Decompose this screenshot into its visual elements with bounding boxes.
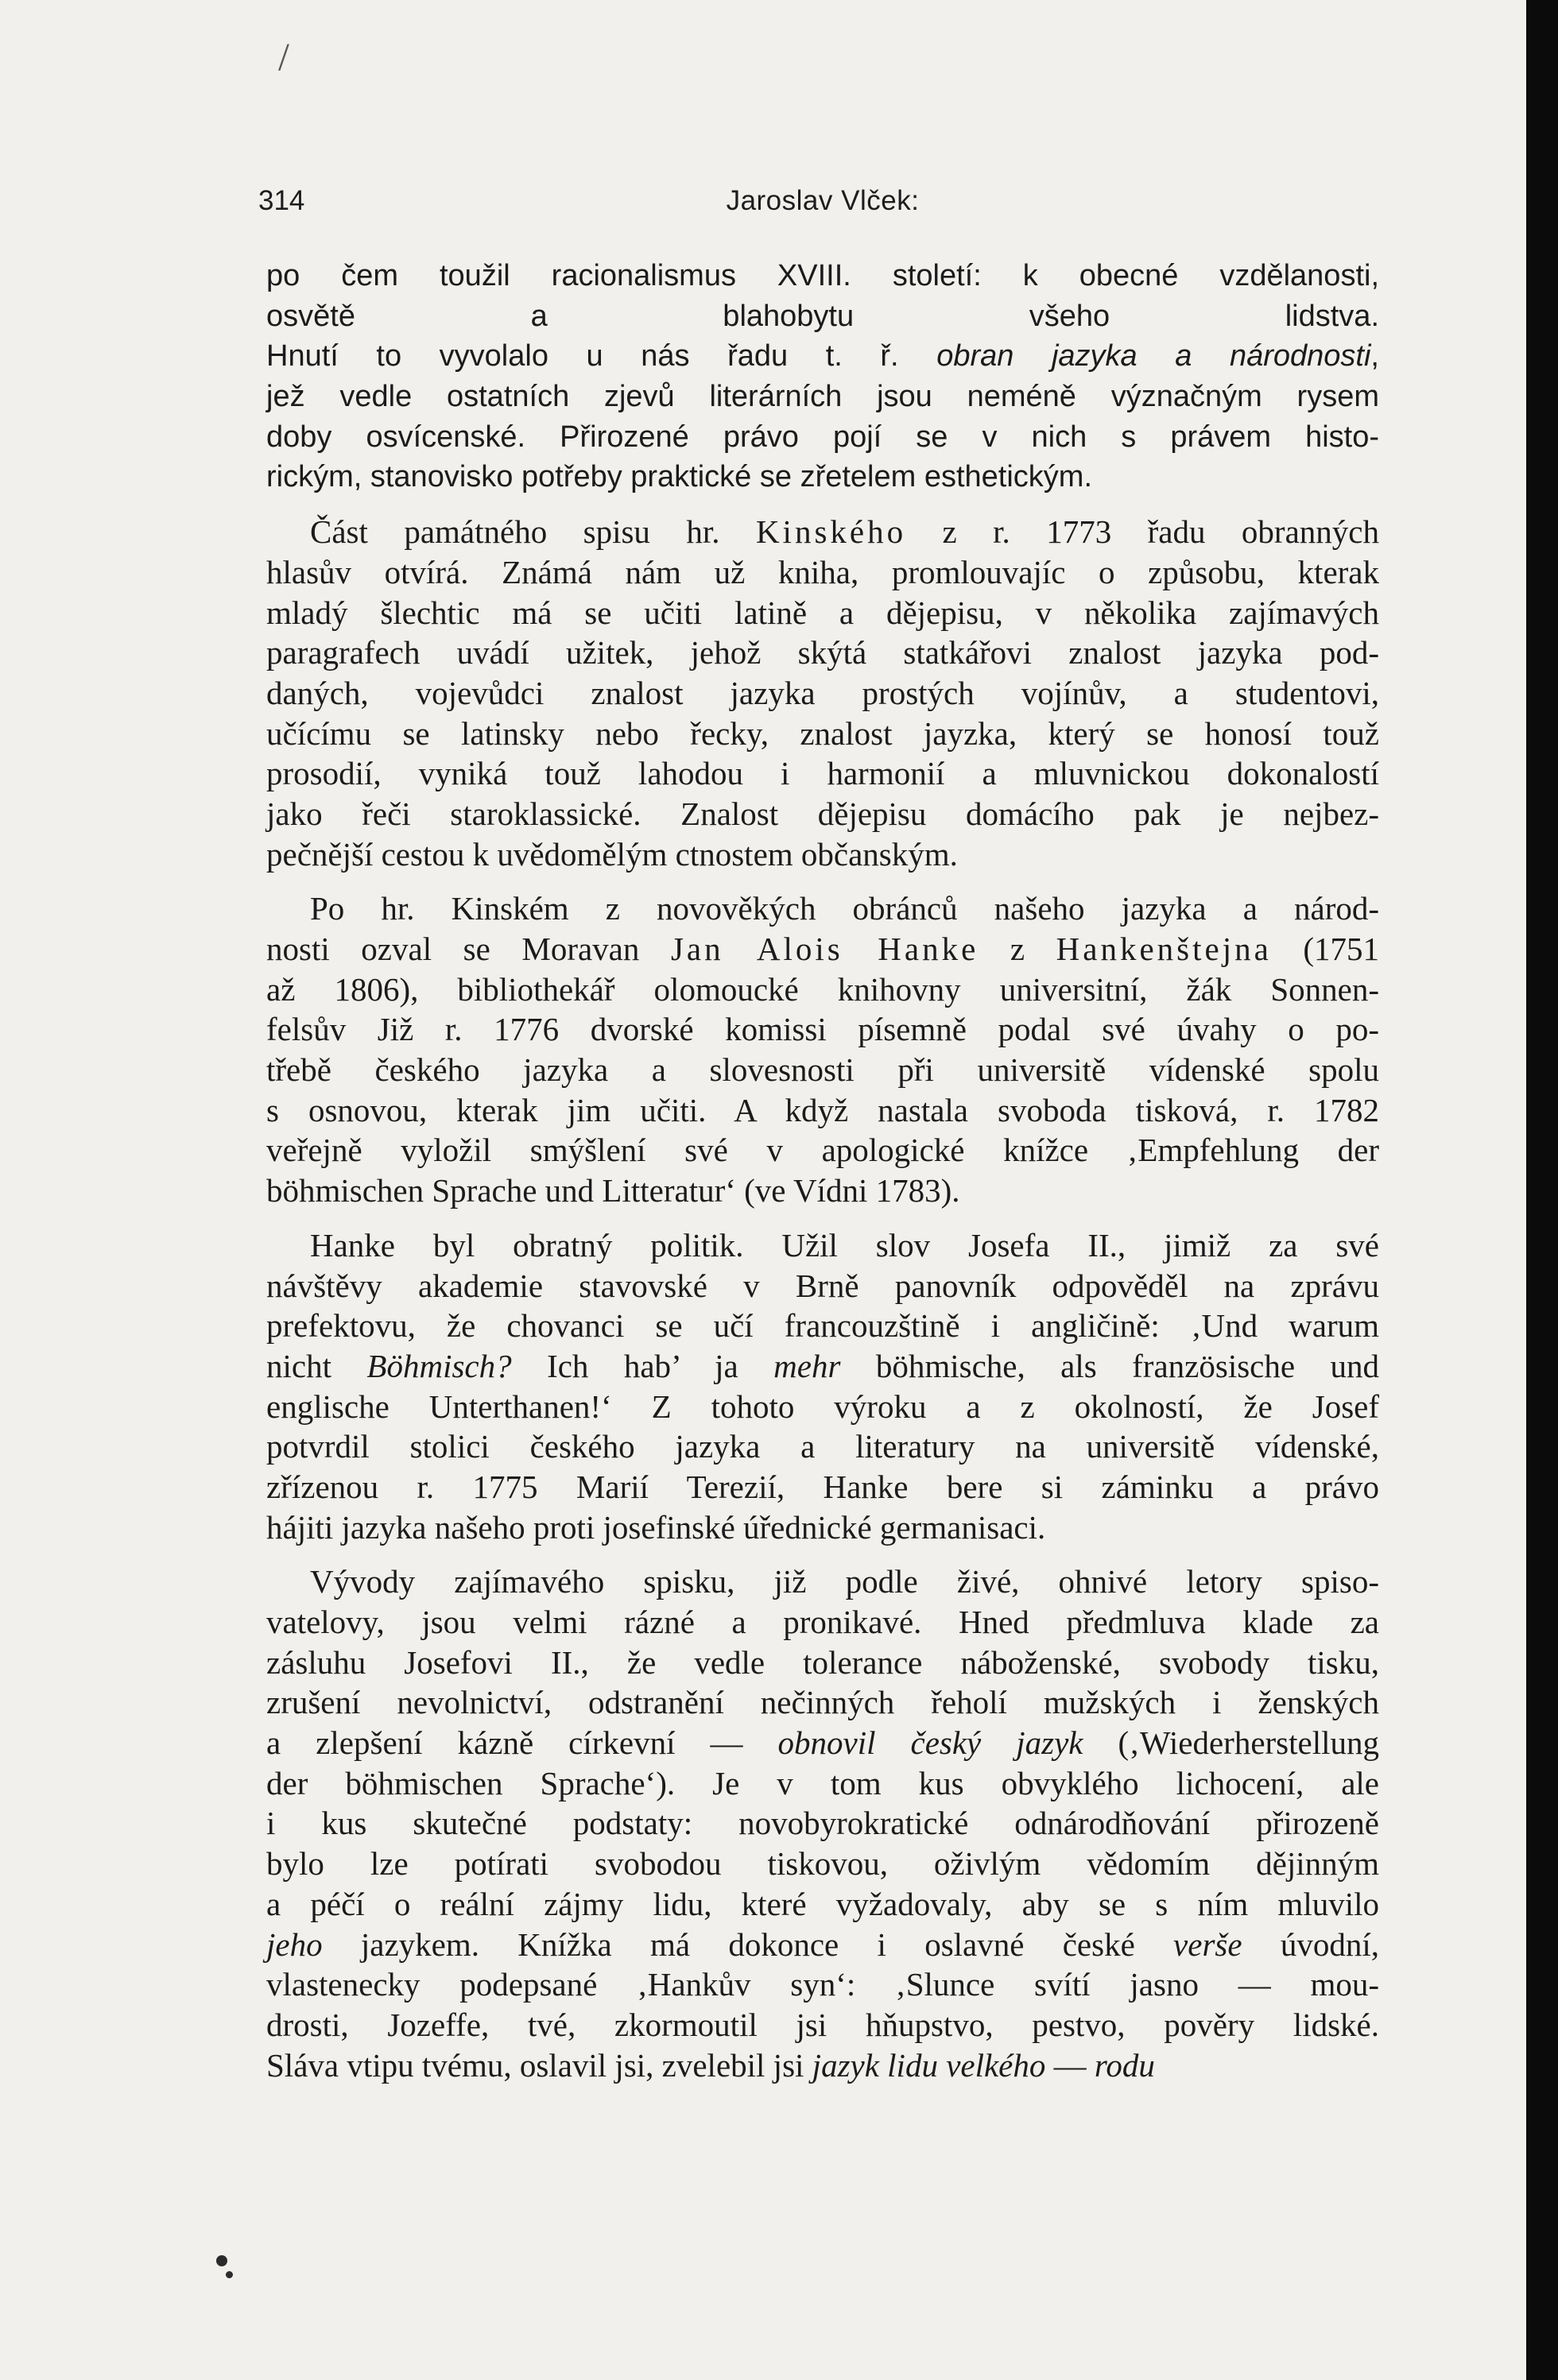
text-line <box>266 1925 1379 1965</box>
text-run: bylo lze potírati svobodou tiskovou, oživlým vědomím dějinným <box>266 1845 1379 1883</box>
text-line <box>266 1266 1379 1306</box>
text-run: hájiti jazyka našeho proti josefinské úřednické germanisaci. <box>266 1508 1046 1546</box>
text-run: prosodií, vyniká touž lahodou i harmonií a mluvnickou dokonalostí <box>266 755 1379 792</box>
text-line <box>266 1507 1379 1548</box>
text-run: mladý šlechtic má se učiti latině a dějepisu, v několika zajímavých <box>266 594 1379 631</box>
text-line <box>266 593 1379 633</box>
text-run: Böhmisch? <box>366 1347 512 1384</box>
text-line <box>266 2045 1379 2086</box>
text-run: (1751 <box>1271 931 1379 967</box>
text-run: der böhmischen Sprache‘). Je v tom kus obvyklého lichocení, ale <box>266 1764 1379 1801</box>
text-run: s osnovou, kterak jim učiti. A když nastala svoboda tisková, r. 1782 <box>266 1091 1379 1128</box>
text-run: Ich hab’ ja <box>511 1347 774 1384</box>
text-run: hlasův otvírá. Známá nám už kniha, promlouvajíc o způsobu, kterak <box>266 553 1379 590</box>
text-line <box>266 296 1379 337</box>
text-run: Po hr. Kinském z novověkých obránců našeho jazyka a národ- <box>310 890 1379 927</box>
text-line <box>266 2005 1379 2045</box>
text-run: Jan Alois Hanke <box>670 931 979 967</box>
text-run: böhmischen Sprache und Litteratur‘ (ve Vídni 1783). <box>266 1172 960 1209</box>
text-line <box>266 1050 1379 1090</box>
text-run: — <box>1045 2046 1095 2084</box>
text-line <box>266 1387 1379 1427</box>
text-run: zřízenou r. 1775 Marií Terezií, Hanke bere si záminku a právo <box>266 1468 1379 1505</box>
text-line <box>266 1562 1379 1602</box>
text-run: felsův Již r. 1776 dvorské komissi písemně podal své úvahy o po- <box>266 1011 1379 1048</box>
text-line <box>266 929 1379 969</box>
text-line <box>266 1009 1379 1050</box>
text-line <box>266 1643 1379 1683</box>
text-line <box>266 714 1379 754</box>
text-line <box>266 1426 1379 1467</box>
text-run: rickým, stanovisko potřeby praktické se zřetelem esthetickým. <box>266 460 1093 494</box>
text-run: obran jazyka a národnosti <box>936 339 1371 373</box>
text-line <box>266 753 1379 794</box>
page-header <box>258 179 1387 226</box>
text-run: pečnější cestou k uvědomělým ctnostem občanským. <box>266 835 958 873</box>
text-run: úvodní, <box>1242 1925 1379 1963</box>
text-line <box>266 1763 1379 1804</box>
text-run: englische Unterthanen!‘ Z tohoto výroku a z okolností, že Josef <box>266 1387 1379 1425</box>
paragraph <box>266 1562 1379 2085</box>
text-line <box>266 794 1379 834</box>
text-line <box>266 552 1379 593</box>
text-run: verše <box>1173 1925 1242 1963</box>
text-run: (‚Wiederherstellung <box>1083 1724 1380 1762</box>
text-run: potvrdil stolici českého jazyka a literatury na universitě vídenské, <box>266 1428 1379 1465</box>
paragraph <box>266 1225 1379 1548</box>
text-run: a zlepšení kázně církevní — <box>266 1724 778 1762</box>
text-line <box>266 1723 1379 1763</box>
text-run: paragrafech uvádí užitek, jehož skýtá statkářovi znalost jazyka pod- <box>266 634 1379 671</box>
text-run: z r. 1773 řadu obranných <box>906 513 1379 551</box>
paragraph <box>266 512 1379 874</box>
text-run: daných, vojevůdci znalost jazyka prostých vojínův, a studentovi, <box>266 674 1379 711</box>
text-run: Sláva vtipu tvému, oslavil jsi, zvelebil jsi <box>266 2046 812 2084</box>
text-run: obnovil český jazyk <box>777 1724 1083 1762</box>
text-line <box>266 457 1379 497</box>
text-run: mehr <box>773 1347 841 1384</box>
text-run: , <box>1370 339 1379 373</box>
text-run: Hankenštejna <box>1056 931 1272 967</box>
text-run: prefektovu, že chovanci se učí francouzštině i angličině: ‚Und warum <box>266 1307 1379 1345</box>
text-line <box>266 417 1379 458</box>
text-run: rodu <box>1094 2046 1155 2084</box>
text-run: doby osvícenské. Přirozené právo pojí se v nich s právem histo- <box>266 420 1379 454</box>
text-line <box>266 1803 1379 1844</box>
text-run: jež vedle ostatních zjevů literárních jsou neméně význačným rysem <box>266 380 1379 414</box>
text-run: jazykem. Knížka má dokonce i oslavné české <box>322 1925 1174 1963</box>
text-run: třebě českého jazyka a slovesnosti při universitě vídenské spolu <box>266 1051 1379 1089</box>
text-line <box>266 336 1379 377</box>
ink-speck <box>216 2255 227 2266</box>
text-run: jazyk lidu velkého <box>812 2046 1046 2084</box>
ink-speck <box>226 2271 233 2278</box>
text-line <box>266 512 1379 552</box>
text-run: zásluhu Josefovi II., že vedle tolerance náboženské, svobody tisku, <box>266 1643 1379 1681</box>
text-run: veřejně vyložil smýšlení své v apologické knížce ‚Empfehlung der <box>266 1132 1379 1169</box>
text-line <box>266 1090 1379 1131</box>
text-run: až 1806), bibliothekář olomoucké knihovny universitní, žák Sonnen- <box>266 970 1379 1008</box>
text-run: nosti ozval se Moravan <box>266 931 671 967</box>
text-line <box>266 1884 1379 1925</box>
text-line <box>266 1171 1379 1211</box>
text-run: Hnutí to vyvolalo u nás řadu t. ř. <box>266 339 937 373</box>
text-line <box>266 633 1379 673</box>
text-run: návštěvy akademie stavovské v Brně panovník odpověděl na zprávu <box>266 1267 1379 1304</box>
text-run: Hanke byl obratný politik. Užil slov Josefa II., jimiž za své <box>310 1226 1379 1264</box>
text-run: vatelovy, jsou velmi rázné a pronikavé. Hned předmluva klade za <box>266 1604 1379 1640</box>
text-line <box>266 1306 1379 1346</box>
body-text <box>266 256 1379 2085</box>
page-number: 314 <box>258 185 305 216</box>
text-run: po čem toužil racionalismus XVIII. století: k obecné vzdělanosti, <box>266 259 1379 292</box>
text-run: nicht <box>266 1347 367 1384</box>
text-line <box>266 1467 1379 1507</box>
text-run: z <box>979 931 1056 967</box>
text-run: Část památného spisu hr. <box>310 513 756 551</box>
text-run: učícímu se latinsky nebo řecky, znalost jayzka, který se honosí touž <box>266 714 1379 752</box>
text-run: jeho <box>266 1925 323 1963</box>
text-line <box>266 377 1379 417</box>
text-run: vlastenecky podepsané ‚Hankův syn‘: ‚Slunce svítí jasno — mou- <box>266 1966 1379 2003</box>
running-head: Jaroslav Vlček: <box>726 185 920 216</box>
text-run: böhmische, als französische und <box>840 1347 1379 1384</box>
text-line <box>266 673 1379 714</box>
text-line <box>266 1130 1379 1171</box>
stray-pen-mark: / <box>278 34 289 79</box>
text-line <box>266 1682 1379 1723</box>
text-line <box>266 1964 1379 2005</box>
text-line <box>266 888 1379 929</box>
text-run: a péčí o reální zájmy lidu, které vyžadovaly, aby se s ním mluvilo <box>266 1885 1379 1922</box>
text-run: zrušení nevolnictví, odstranění nečinných řeholí mužských i ženských <box>266 1684 1379 1721</box>
text-line <box>266 969 1379 1010</box>
paragraph <box>266 256 1379 497</box>
text-run: jako řeči staroklassické. Znalost dějepisu domácího pak je nejbez- <box>266 795 1379 832</box>
paragraph <box>266 888 1379 1211</box>
text-line <box>266 1346 1379 1387</box>
text-line <box>266 256 1379 296</box>
text-line <box>266 1602 1379 1643</box>
text-run: Vývody zajímavého spisku, již podle živé, ohnivé letory spiso- <box>310 1563 1379 1600</box>
text-line <box>266 1844 1379 1884</box>
text-run: osvětě a blahobytu všeho lidstva. <box>266 299 1379 333</box>
text-run: Kinského <box>755 513 907 551</box>
text-run: i kus skutečné podstaty: novobyrokratické odnárodňování přirozeně <box>266 1805 1379 1842</box>
text-line <box>266 1225 1379 1266</box>
text-run: drosti, Jozeffe, tvé, zkormoutil jsi hňupstvo, pestvo, pověry lidské. <box>266 2006 1379 2043</box>
text-line <box>266 834 1379 875</box>
